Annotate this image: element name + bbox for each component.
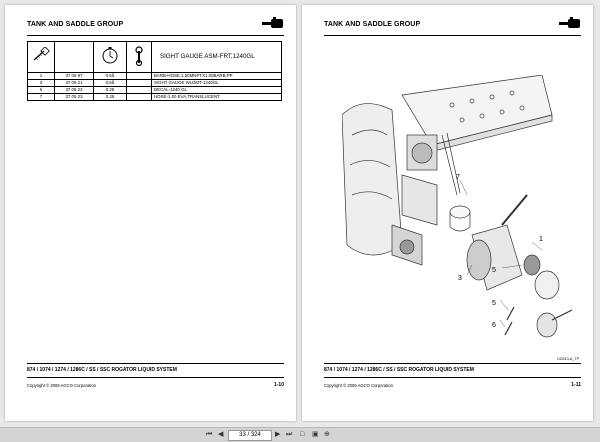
description-cell: HOSE-1.00 EVA,TRANSLUCENT	[152, 94, 282, 101]
hand-logo-icon	[262, 17, 284, 29]
part-number-cell: 37 06 97	[55, 73, 94, 80]
part-number-cell: 37 05 22	[55, 87, 94, 94]
figure-code: 1/20/13-A_TP	[556, 357, 579, 361]
table-row	[28, 80, 282, 87]
ref-cell: 3	[28, 80, 55, 87]
ref-cell: 6	[28, 87, 55, 94]
prev-page-button[interactable]: ◀	[218, 431, 224, 438]
qty-cell: 0.5ß	[94, 73, 127, 80]
callout-label: 5	[492, 267, 496, 274]
qty-cell: 0.25	[94, 94, 127, 101]
blank-cell	[127, 80, 152, 87]
copyright: Copyright © 2006 AGCO Corporation	[324, 383, 393, 388]
footer-rule	[324, 363, 581, 364]
callout-label: 7	[456, 174, 460, 181]
description-cell: DECAL-1240 GL	[152, 87, 282, 94]
sight-gauge-diagram	[342, 75, 582, 365]
page-header-title: TANK AND SADDLE GROUP	[27, 21, 124, 28]
page-header-title: TANK AND SADDLE GROUP	[324, 21, 421, 28]
single-page-view-icon[interactable]: □	[300, 431, 305, 438]
blank-cell	[127, 87, 152, 94]
table-row	[28, 87, 282, 94]
callout-label: 6	[492, 322, 496, 329]
part-number-cell: 37 05 23	[55, 94, 94, 101]
callout-label: 5	[492, 300, 496, 307]
right-page	[302, 5, 593, 421]
part-number-cell: 37 05 21	[55, 80, 94, 87]
first-page-button[interactable]: ⏮	[206, 431, 213, 438]
zoom-icon[interactable]: ⊕	[324, 431, 330, 438]
hand-logo-icon	[559, 17, 581, 29]
callout-label: 1	[539, 236, 543, 243]
header-rule	[324, 35, 581, 36]
table-row	[28, 94, 282, 101]
last-page-button[interactable]: ⏭	[286, 431, 293, 438]
page-number: 1-10	[273, 382, 284, 388]
bolt-icon	[32, 47, 50, 65]
blank-cell	[127, 73, 152, 80]
ref-column-icon-cell	[28, 42, 55, 73]
wrench-icon	[132, 46, 146, 66]
wrench-column-icon-cell	[127, 42, 152, 73]
parts-table	[27, 41, 282, 101]
viewer-toolbar	[0, 427, 600, 442]
footer-rule	[27, 363, 284, 364]
footer-model: 874 / 1074 / 1274 / 1286C / SS / SSC ROGATOR LIQUID SYSTEM	[27, 367, 177, 373]
footer-rule-2	[324, 377, 581, 378]
ref-cell: 1	[28, 73, 55, 80]
part-column-icon-cell	[55, 42, 94, 73]
description-cell: SIGHT GAUGE WLDMT-1240GL	[152, 80, 282, 87]
qty-cell: 0.5ß	[94, 80, 127, 87]
next-page-button[interactable]: ▶	[275, 431, 281, 438]
two-page-view-icon[interactable]: ▣	[312, 431, 319, 438]
footer-model: 874 / 1074 / 1274 / 1286C / SS / SSC ROGATOR LIQUID SYSTEM	[324, 367, 474, 373]
qty-cell: 0.25	[94, 87, 127, 94]
ref-cell: 7	[28, 94, 55, 101]
table-icon-row	[28, 42, 282, 73]
left-page	[5, 5, 296, 421]
description-cell: BARB-HOSE,1.50MNPTX1.00BARB,PP	[152, 73, 282, 80]
group-title: SIGHT GAUGE ASM-FRT,1240GL	[152, 42, 282, 73]
table-row	[28, 73, 282, 80]
clock-icon	[101, 47, 119, 65]
qty-column-icon-cell	[94, 42, 127, 73]
copyright: Copyright © 2006 AGCO Corporation	[27, 383, 96, 388]
page-number: 1-11	[571, 382, 581, 388]
blank-cell	[127, 94, 152, 101]
page-number-input[interactable]: 33 / 324	[228, 430, 272, 441]
header-rule	[27, 35, 284, 36]
footer-rule-2	[27, 377, 284, 378]
callout-label: 3	[458, 275, 462, 282]
